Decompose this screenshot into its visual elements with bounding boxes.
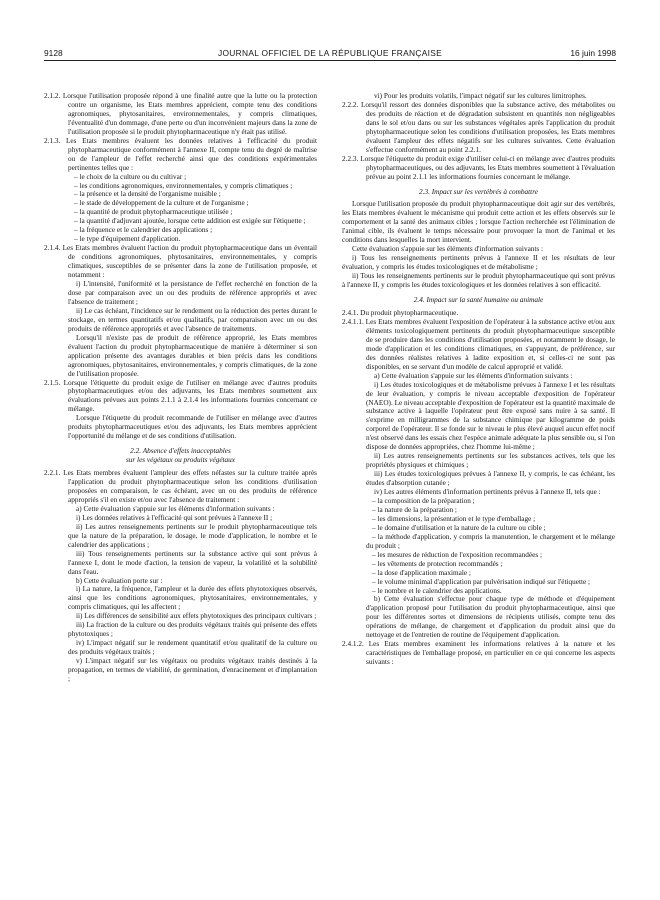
list-item: – la méthode d'application, y compris la manutention, le chargement et le mélange du produit ; bbox=[366, 532, 615, 550]
packaging-info-list bbox=[342, 497, 615, 595]
list-item: – la nature de la préparation ; bbox=[372, 505, 457, 514]
paragraph-2-4-1-1-a: a) Cette évaluation s'appuie sur les éléments d'information suivants : bbox=[374, 371, 573, 380]
list-item: – les mesures de réduction de l'exposition recommandées ; bbox=[372, 550, 543, 559]
paragraph-2-2-1-a-iii: iii) Tous renseignements pertinents sur la substance active qui sont prévus à l'annexe I, dont le mode d'action, la tension de vapeur, la volatilité et la solubilité dans l'eau. bbox=[68, 549, 317, 576]
list-item: – la fréquence et le calendrier des applications ; bbox=[74, 226, 213, 235]
paragraph-2-2-2: 2.2.2. Lorsqu'il ressort des données disponibles que la substance active, des métabolites ou des produits de réaction et de dégradation subsistent en quantités non négligeables dans le sol et/ou dans ou sur les substances végétales après l'application du produit phytopharmaceutique selon les conditions d'utilisation proposées, les Etats membres évaluent l'ampleur des effets négatifs sur les cultures suivantes. Cette évaluation s'effectue conformément au point 2.2.1. bbox=[342, 100, 615, 154]
list-item: – le choix de la culture ou du cultivar ; bbox=[74, 172, 187, 181]
paragraph-2-4-1-1-a-iii: iii) Les études toxicologiques prévues à l'annexe II, y compris, le cas échéant, les études d'absorption cutanée ; bbox=[366, 470, 615, 488]
list-item: – le volume minimal d'application par pulvérisation indiqué sur l'étiquette ; bbox=[372, 577, 591, 586]
paragraph-2-2-1: 2.2.1. Les Etats membres évaluent l'ampleur des effets néfastes sur la culture traitée après l'application du produit phytopharmaceutique selon les conditions d'utilisation proposées en comparaison, le cas échéant, avec un ou des produits de référence appropriés s'il en existe et/ou avec l'absence de traitement : bbox=[44, 469, 317, 504]
list-item: – le stade de développement de la culture et de l'organisme ; bbox=[74, 199, 249, 208]
paragraph-2-3-ii: ii) Tous les renseignements pertinents sur le produit phytopharmaceutique qui sont prévus à l'annexe II, y compris les études toxicologiques et les données relatives à son efficacité. bbox=[342, 272, 615, 290]
paragraph-2-1-5-tail: Lorsque l'étiquette du produit recommande de l'utiliser en mélange avec d'autres produits phytopharmaceutiques et/ou des adjuvants, les Etats membres apprécient l'opportunité du mélange et de ses conditions d'utilisation. bbox=[68, 414, 317, 441]
paragraph-2-2-1-a-i: i) Les données relatives à l'efficacité qui sont prévues à l'annexe II ; bbox=[76, 513, 273, 522]
list-item: – la composition de la préparation ; bbox=[372, 496, 475, 505]
paragraph-2-4-1-1-a-ii: ii) Les autres renseignements pertinents sur les substances actives, tels que les propriétés physiques et chimiques ; bbox=[366, 452, 615, 470]
paragraph-2-3: Lorsque l'utilisation proposée du produit phytopharmaceutique doit agir sur des vertébrés, les Etats membres évaluent le mécanisme qui produit cette action et les effets observés sur le comportement et la santé des animaux cibles ; lorsque l'action recherchée est l'élimination de l'animal cible, ils évaluent le temps nécessaire pour provoquer la mort de l'animal et les conditions dans lesquelles la mort intervient. bbox=[342, 200, 615, 245]
paragraph-2-2-3: 2.2.3. Lorsque l'étiquette du produit exige d'utiliser celui-ci en mélange avec d'autres produits phytopharmaceutiques, ou des adjuvants, les Etats membres soumettent à l'évaluation prévue au point 2.1.1 les informations fournies concernant le mélange. bbox=[342, 154, 615, 181]
paragraph-2-1-4-ii: ii) Le cas échéant, l'incidence sur le rendement ou la réduction des pertes durant le stockage, en termes quantitatifs et/ou qualitatifs, par comparaison avec un ou des produits de référence appropriés et avec l'absence de traitements. bbox=[68, 306, 317, 333]
paragraph-2-1-5: 2.1.5. Lorsque l'étiquette du produit exige de l'utiliser en mélange avec d'autres produits phytopharmaceutiques et/ou des adjuvants, les Etats membres soumettent aux évaluations prévues aux points 2.1.1 à 2.1.4 les informations fournies concernant ce mélange. bbox=[44, 378, 317, 414]
list-item: – le nombre et le calendrier des applications. bbox=[372, 586, 502, 595]
paragraph-2-4-1-1-a-i: i) Les études toxicologiques et de métabolisme prévues à l'annexe I et les résultats de leur évaluation, y compris le niveau acceptable d'exposition de l'opérateur (NAEO). Le niveau acceptable d'exposition de l'opérateur est la quantité maximale de substance active à laquelle l'opérateur peut être exposé sans nuire à sa santé. Il s'exprime en milligrammes de la substance chimique par kilogramme de poids corporel de l'opérateur. Il se fonde sur le niveau le plus élevé auquel aucun effet nocif n'est observé dans les essais chez l'espèce animale adéquate la plus sensible ou, si l'on dispose de données appropriées, chez l'homme lui-même ; bbox=[366, 380, 616, 452]
paragraph-2-2-1-b-ii: ii) Les différences de sensibilité aux effets phytotoxiques des principaux cultivars ; bbox=[76, 612, 317, 621]
criteria-list bbox=[44, 173, 317, 245]
paragraph-2-1-4-tail: Lorsqu'il n'existe pas de produit de référence approprié, les Etats membres évaluent l'action du produit phytopharmaceutique de manière à déterminer si son application présente des avantages durables et bien précis dans les conditions agronomiques, phytosanitaires, environnementales, y compris climatiques, de la zone de l'utilisation proposée. bbox=[68, 333, 317, 378]
paragraph-2-1-3: 2.1.3. Les Etats membres évaluent les données relatives à l'efficacité du produit phytopharmaceutique conformément à l'annexe II, compte tenu du degré de maîtrise ou de l'ampleur de l'effet recherché ainsi que des conditions expérimentales pertinentes telles que : bbox=[44, 136, 317, 172]
list-item: – la quantité d'adjuvant ajoutée, lorsque cette addition est exigée sur l'étiquette ; bbox=[74, 217, 306, 226]
list-item: – les dimensions, la présentation et le type d'emballage ; bbox=[372, 514, 536, 523]
paragraph-2-2-1-b-iv: iv) L'impact négatif sur le rendement quantitatif et/ou qualitatif de la culture ou des produits végétaux traités ; bbox=[68, 639, 317, 657]
paragraph-2-3-eval: Cette évaluation s'appuie sur les éléments d'information suivants : bbox=[352, 245, 544, 254]
paragraph-2-4-1-2: 2.4.1.2. Les Etats membres examinent les informations relatives à la nature et les caractéristiques de l'emballage proposé, en particulier en ce qui concerne les aspects suivants : bbox=[342, 640, 615, 667]
section-heading-2-4: 2.4. Impact sur la santé humaine ou animale bbox=[413, 296, 544, 305]
page-number: 9128 bbox=[44, 48, 63, 58]
list-item: – la quantité de produit phytopharmaceutique utilisée ; bbox=[74, 208, 233, 217]
list-item: – le type d'équipement d'application. bbox=[74, 235, 181, 244]
list-item: – les vêtements de protection recommandés ; bbox=[372, 559, 503, 568]
section-heading-2-2 bbox=[44, 447, 317, 465]
paragraph-2-4-1-1-a-iv: iv) Les autres éléments d'information pertinents prévus à l'annexe II, tels que : bbox=[374, 488, 601, 497]
paragraph-2-1-4-i: i) L'intensité, l'uniformité et la persistance de l'effet recherché en fonction de la dose par comparaison avec un ou des produits de référence appropriés et avec l'absence de traitement ; bbox=[68, 280, 317, 306]
paragraph-2-2-1-b-vi: vi) Pour les produits volatils, l'impact négatif sur les cultures limitrophes. bbox=[374, 92, 587, 100]
left-column bbox=[44, 92, 317, 684]
paragraph-2-2-1-a-ii: ii) Les autres renseignements pertinents sur le produit phytopharmaceutique tels que la nature de la préparation, le dosage, le mode d'application, le nombre et le calendrier des applications ; bbox=[68, 522, 317, 549]
paragraph-2-3-i: i) Tous les renseignements pertinents prévus à l'annexe II et les résultats de leur évaluation, y compris les études toxicologiques et de métabolisme ; bbox=[342, 254, 615, 272]
right-column bbox=[342, 92, 615, 667]
section-heading-2-3: 2.3. Impact sur les vertébrés à combattre bbox=[419, 187, 538, 196]
heading-line: sur les végétaux ou produits végétaux bbox=[125, 456, 236, 465]
paragraph-2-4-1: 2.4.1. Du produit phytopharmaceutique. bbox=[342, 308, 459, 317]
paragraph-2-1-4: 2.1.4. Les Etats membres évaluent l'action du produit phytopharmaceutique dans un éventail de conditions agronomiques, phytosanitaires, environnementales, y compris climatiques, susceptibles de se présenter dans la zone de l'utilisation proposée, et notamment : bbox=[44, 244, 317, 280]
paragraph-2-4-1-1-b: b) Cette évaluation s'effectue pour chaque type de méthode et d'équipement d'application proposé pour l'utilisation du produit phytopharmaceutique, ainsi que pour les différentes sortes et dimensions de récipients utilisés, compte tenu des opérations de mélange, de chargement et d'application du produit ainsi que du nettoyage et de l'entretien de routine de l'équipement d'application. bbox=[366, 595, 615, 640]
header-rule bbox=[44, 60, 616, 61]
paragraph-2-2-1-b-iii: iii) La fraction de la culture ou des produits végétaux traités qui présente des effets phytotoxiques ; bbox=[68, 621, 317, 639]
paragraph-2-4-1-1: 2.4.1.1. Les Etats membres évaluent l'exposition de l'opérateur à la substance active et/ou aux éléments toxicologiquement pertinents du produit phytopharmaceutique susceptible de se produire dans les conditions d'utilisation proposées, et notamment le dosage, le mode d'application et les conditions climatiques, en s'appuyant, de préférence, sur des données réalistes relatives à ladite exposition et, si celles-ci ne sont pas disponibles, en se servant d'un modèle de calcul approprié et validé. bbox=[342, 317, 615, 371]
paragraph-2-2-1-b: b) Cette évaluation porte sur : bbox=[76, 576, 163, 585]
publication-date: 16 juin 1998 bbox=[570, 48, 616, 58]
list-item: – la présence et la densité de l'organisme nuisible ; bbox=[74, 190, 221, 199]
heading-line: 2.2. Absence d'effets inacceptables bbox=[130, 447, 231, 456]
list-item: – les conditions agronomiques, environnementales, y compris climatiques ; bbox=[74, 181, 293, 190]
paragraph-2-2-1-b-v: v) L'impact négatif sur les végétaux ou produits végétaux traités destinés à la propagation, en termes de viabilité, de germination, d'enracinement et d'implantation ; bbox=[68, 657, 317, 683]
list-item: – la dose d'application maximale ; bbox=[372, 568, 471, 577]
paragraph-2-1-2: 2.1.2. Lorsque l'utilisation proposée répond à une finalité autre que la lutte ou la protection contre un organisme, les Etats membres apprécient, compte tenu des conditions agronomiques, phytosanitaires, environnementales, y compris climatiques, l'éventualité d'un dommage, d'une perte ou d'un inconvénient majeurs dans la zone de l'utilisation proposée si le produit phytopharmaceutique n'y était pas utilisé. bbox=[44, 92, 317, 136]
paragraph-2-2-1-b-i: i) La nature, la fréquence, l'ampleur et la durée des effets phytotoxiques observés, ainsi que les conditions agronomiques, phytosanitaires, environnementales, y compris climatiques, qui les affectent ; bbox=[68, 585, 317, 612]
list-item: – le domaine d'utilisation et la nature de la culture ou cible ; bbox=[372, 523, 546, 532]
journal-title: JOURNAL OFFICIEL DE LA RÉPUBLIQUE FRANÇAISE bbox=[217, 48, 443, 58]
paragraph-2-2-1-a: a) Cette évaluation s'appuie sur les éléments d'information suivants : bbox=[76, 504, 275, 513]
